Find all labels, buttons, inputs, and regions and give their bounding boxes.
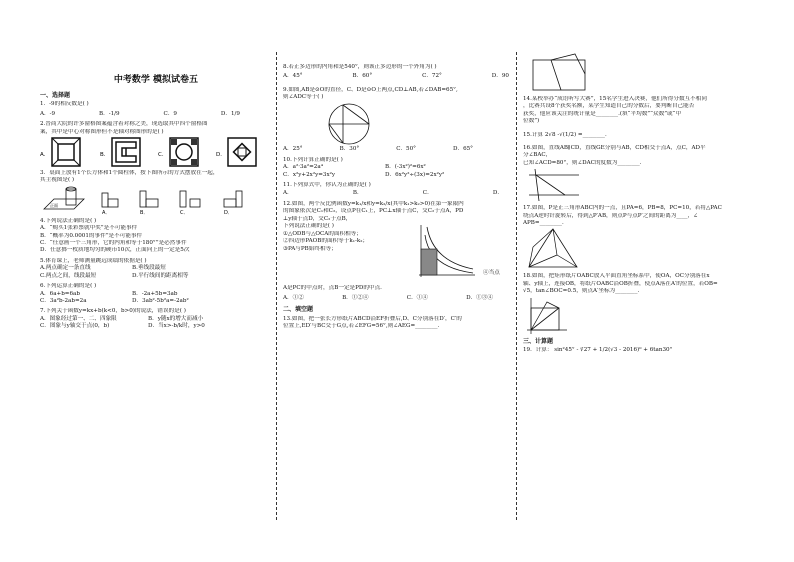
q5-option-d: D.平行线间的距离相等 — [132, 272, 189, 279]
q12-option-a: A．①② — [283, 294, 304, 301]
q2-label-b: B． — [100, 152, 110, 159]
question-1-options — [40, 111, 240, 118]
column-2 — [283, 52, 511, 522]
parallel-lines-icon — [529, 169, 579, 201]
window-lattice-d-icon — [228, 138, 256, 166]
question-11: 11.下列算式中，你认为正确的是( ) — [283, 182, 371, 189]
hyperbola-graph-icon — [419, 225, 475, 277]
q4-option-b: B．“概率为0.0001的事件”是不可能事件 — [40, 232, 143, 239]
question-12-line-1: 12.如图，两个反比例函数y=k₁/x和y=k₂/x(其中k₁>k₂>0)在第一象限内 — [283, 201, 464, 208]
section-calc-heading: 三、计算题 — [523, 337, 554, 345]
view-option-a-icon — [102, 193, 118, 207]
question-3-line-1: 3．桌面上放有1个长方体和1个圆柱体，按下图所示的方式摆放在一起， — [40, 170, 219, 177]
q12-options — [283, 295, 493, 302]
q1-option-c: C．9 — [163, 110, 177, 117]
q5-option-b: B.垂线段最短 — [132, 265, 166, 272]
q12-statement-4: ④当点 — [483, 270, 500, 277]
column-divider-1 — [276, 52, 277, 520]
question-3-line-2: 其主视图是( ) — [40, 177, 75, 184]
question-17-line-1: 17.如图，P是正三角形ABC内的一点，且PA=6，PB=8，PC=10，若将△PAC — [523, 205, 722, 212]
question-2-line-2: 案，其中是中心对称图形但不是轴对称图形的是( ) — [40, 128, 164, 135]
question-9-line-1: 9.如图,AB是⊙O的直径，C、D是⊙O上两点,CD⊥AB,若∠DAB=65°, — [283, 86, 458, 93]
question-2-figures — [40, 136, 272, 168]
q6-option-b: B．-2a+5b=3ab — [132, 290, 178, 297]
q9-option-c: C．50° — [396, 145, 416, 152]
question-14-line-4: 位数”) — [523, 118, 540, 125]
q10-options-row-1 — [283, 164, 473, 171]
question-4: 4.下列说法正确的是( ) — [40, 217, 97, 224]
section-fill-heading: 二、填空题 — [283, 306, 314, 314]
question-18-line-3: √5，tan∠BOC=0.5，则点A′坐标为________. — [523, 288, 640, 295]
q2-label-a: A． — [40, 152, 50, 159]
q2-label-c: C． — [158, 152, 168, 159]
q3-label-d: D． — [224, 209, 233, 215]
q4-option-d: D．任意掷一枚质地均匀的硬币10次，正面向上的一定是5次 — [40, 247, 190, 254]
question-8: 8.若正多边形的内角和是540°，则该正多边形的一个外角为( ) — [283, 64, 437, 70]
question-5: 5.体育课上，老师测量跳远成绩的依据是( ) — [40, 257, 147, 264]
circle-diagram-icon — [329, 104, 369, 144]
page-title: 中考数学 模拟试卷五 — [113, 75, 199, 85]
column-3 — [523, 52, 762, 522]
q1-option-a: A．-9 — [40, 110, 56, 117]
question-12-line-5: A是PC的中点时，点B一定是PD的中点. — [283, 285, 382, 292]
view-option-d-icon — [224, 191, 242, 207]
q10-option-d: D．6x²y²÷(3x)=2x²y² — [385, 171, 445, 178]
q11-options — [283, 190, 503, 197]
question-13-line-2: 位置上,ED′与BC交于G点,若∠EFG=56°,则∠AEG=________. — [283, 322, 440, 329]
q11-option-b: B． — [352, 189, 363, 196]
q6-option-a: A．6a+b=6ab — [40, 290, 80, 297]
q5-option-a: A.两点确定一条直线 — [40, 265, 91, 272]
equilateral-triangle-icon — [529, 229, 577, 267]
q9-option-b: B．30° — [339, 145, 360, 152]
cuboid-cylinder-solid-icon — [44, 187, 84, 209]
column-1 — [40, 52, 272, 522]
question-17-line-3: APB=________. — [523, 220, 564, 227]
question-10: 10.下列计算正确的是( ) — [283, 157, 343, 164]
question-18-line-2: 轴、y轴上，连接OB，将纸片OABC沿OB折叠，使点A落在A′的位置，若OB= — [523, 280, 718, 287]
window-lattice-a-icon — [52, 138, 80, 166]
question-3-figures — [40, 185, 272, 215]
question-18-figure — [523, 296, 762, 336]
question-12-figure — [415, 223, 477, 279]
q7-option-c: C．图象与y轴交于点(0，b) — [40, 323, 110, 330]
section-choice-heading: 一、选择题 — [40, 92, 71, 99]
q11-option-d: D． — [492, 189, 503, 196]
question-14-line-2: ，比赛共设8个获奖名额，某学生知道自己的分数后，要判断自己能否 — [523, 103, 695, 110]
question-12-line-2: 的图象依次是C₁和C₂，设点P在C₁上，PC⊥x轴于点C，交C₂于点A，PD — [283, 208, 464, 215]
q8-option-d: D．90 — [491, 73, 509, 80]
q4-option-a: A．“购买1张彩票就中奖”是不可能事件 — [40, 225, 138, 232]
window-lattice-c-icon — [170, 138, 198, 166]
question-13-figure — [523, 52, 762, 96]
q12-statement-2: ②四边形PAOB的面积等于k₁-k₂； — [283, 238, 369, 245]
folded-rectangle-icon — [533, 54, 585, 90]
question-19: 19．计算： sin²45° - ∛27 + 1/2(√3 - 2016)⁰ + 6tan30° — [523, 347, 673, 354]
q6-option-c: C．3a²b-2ab=2a — [40, 297, 87, 304]
q10-option-c: C．x²y+2x²y=3x²y — [283, 171, 336, 178]
column-divider-2 — [516, 52, 517, 520]
q7-option-a: A．图象经过第一、二、四象限 — [40, 315, 117, 322]
q5-option-c: C.两点之间，线段最短 — [40, 272, 97, 279]
q12-option-b: B．①②④ — [342, 294, 369, 301]
q11-option-a: A． — [283, 189, 293, 196]
q10-option-a: A．a²·3a²=2a⁴ — [283, 164, 323, 171]
q11-option-c: C． — [422, 189, 433, 196]
q10-options-row-2 — [283, 172, 473, 179]
question-6: 6.下列运算正确的是( ) — [40, 283, 97, 290]
q8-option-a: A．45° — [283, 73, 303, 80]
question-16-line-3: 已知∠ACD=80°，则∠DAC的度数为________. — [523, 159, 642, 166]
q12-option-c: C．①④ — [406, 294, 428, 301]
question-1: 1．-9的相反数是( ) — [40, 101, 89, 108]
q7-option-d: D．当x>-b/k时，y>0 — [148, 323, 205, 330]
question-17-line-2: 绕点A逆时针旋转后，得到△P′AB，则点P与点P′之间的距离为____，∠ — [523, 212, 698, 219]
q12-option-d: D．①③④ — [466, 294, 493, 301]
question-2-line-1: 2.晋商大院的许多窗格图案蕴含着对称之美，现选取其中四个窗格图 — [40, 121, 208, 128]
q6-option-d: D．3ab²-5b²a=-2ab² — [132, 297, 189, 304]
q7-options-row-2 — [40, 323, 240, 330]
q7-options-row-1 — [40, 316, 240, 323]
question-17-figure — [523, 227, 762, 271]
q3-label-c: C． — [180, 209, 189, 215]
question-13-line-1: 13.如图，把一张长方形纸片ABCD沿EF折叠后,D、C分别落在D′，C′的 — [283, 315, 462, 322]
question-12-line-4: 下列说法正确的是( ) — [283, 223, 334, 230]
q6-options-row-2 — [40, 298, 220, 305]
question-18-line-1: 18.如图，把矩形纸片OABC放入平面直角坐标系中，使OA，OC分别落在x — [523, 273, 710, 280]
q10-option-b: B．(-3x²)²=6x² — [385, 164, 426, 171]
q3-label-b: B． — [140, 209, 149, 215]
q6-options-row-1 — [40, 291, 220, 298]
q9-option-a: A．25° — [283, 145, 303, 152]
q8-option-b: B．60° — [352, 73, 373, 80]
q12-statement-3: ③PA与PB始终相等； — [283, 245, 337, 252]
question-14-line-3: 获奖，他应该关注的统计量是________.(填“平均数”“众数”或“中 — [523, 110, 682, 117]
question-7: 7.下列关于函数y=kx+b(k<0，b>0)的说法，错误的是( ) — [40, 308, 186, 315]
q9-option-d: D．65° — [452, 145, 473, 152]
q5-options-row-1 — [40, 265, 220, 272]
view-option-b-icon — [140, 191, 158, 207]
q12-statement-1: ①△ODB与△OCA的面积相等； — [283, 230, 362, 237]
q7-option-b: B．y随x的增大而减小 — [148, 315, 204, 322]
q3-front-label: 正面 — [50, 202, 58, 208]
view-option-c-icon — [180, 191, 200, 207]
question-16-figure — [523, 167, 762, 203]
question-16-line-2: 分∠BAC， — [523, 152, 552, 159]
q8-options — [283, 73, 509, 80]
question-9-line-2: 则∠ADC等于( ) — [283, 94, 324, 101]
q3-label-a: A． — [102, 209, 111, 215]
question-14-line-1: 14.某校举办“成语听写大赛”，15名学生进入决赛，他们所得分数互不相同 — [523, 96, 707, 102]
q9-options — [283, 146, 473, 153]
question-12-block — [283, 223, 511, 285]
question-16-line-1: 16.如图，直线AB∥CD，直线GE分别与AB，CD相交于点A，点C，AD平 — [523, 145, 706, 152]
q4-option-c: C．“任意画一个三角形，它的内角和等于180°”是必然事件 — [40, 240, 187, 247]
question-12-line-3: ⊥y轴于点D，交C₂于点B， — [283, 215, 352, 222]
q5-options-row-2 — [40, 273, 220, 280]
rectangle-coordinate-icon — [527, 298, 567, 334]
q1-option-b: B．-1/9 — [99, 110, 120, 117]
window-lattice-b-icon — [112, 138, 140, 166]
q1-option-d: D．1/9 — [220, 110, 240, 117]
question-15: 15.计算 2√8 -√(1/2) =________. — [523, 131, 607, 138]
q2-label-d: D． — [216, 152, 226, 159]
question-9-figure — [283, 102, 511, 146]
q8-option-c: C．72° — [422, 73, 442, 80]
exam-page — [40, 52, 762, 522]
